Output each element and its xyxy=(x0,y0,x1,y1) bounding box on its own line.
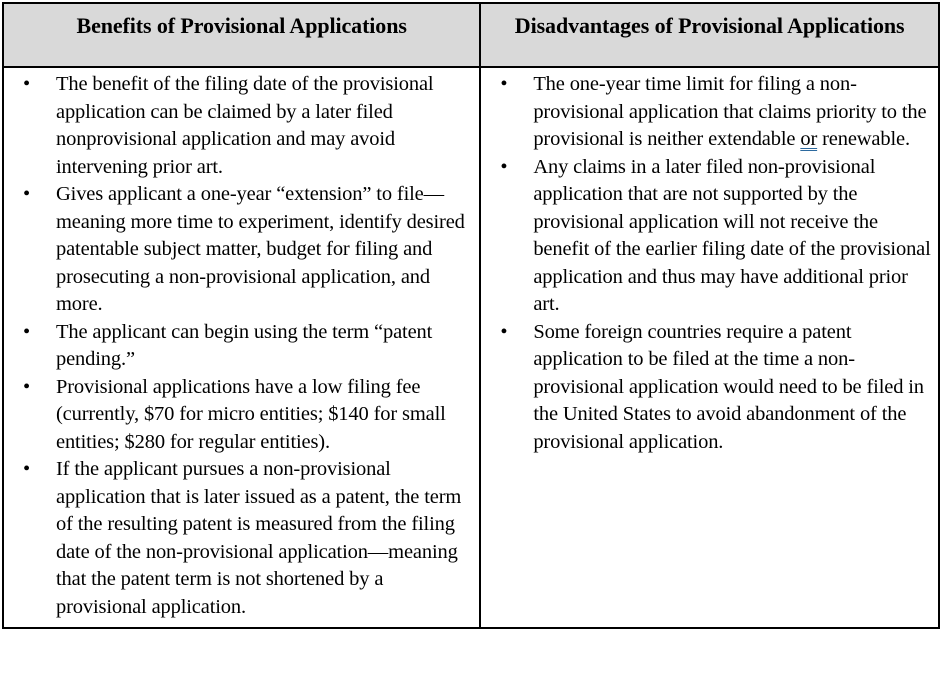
bullet-text: The applicant can begin using the term “patent pending.” xyxy=(56,320,433,370)
bullet-text: The benefit of the filing date of the provisional application can be claimed by a later filed nonprovisional application and may avoid intervening prior art. xyxy=(56,73,434,178)
disadvantages-bullet-list xyxy=(481,68,938,462)
bullet-icon: • xyxy=(23,320,31,343)
bullet-item xyxy=(4,181,473,319)
provisional-applications-comparison-table xyxy=(2,2,940,629)
bullet-item xyxy=(4,319,473,374)
bullet-item xyxy=(4,71,473,181)
grammar-underlined-word: or xyxy=(800,128,818,150)
bullet-text: If the applicant pursues a non-provisional application that is later issued as a patent, the term of the resulting patent is measured from the filing date of the non-provisional application—meaning that the patent term is not shortened by a provisional application. xyxy=(56,458,462,618)
bullet-icon: • xyxy=(23,458,31,480)
bullet-text: Any claims in a later filed non-provisional application that are not supported by the provisional application will not receive the benefit of the earlier filing date of the provisional application and thus may have additional prior art. xyxy=(533,155,931,315)
disadvantages-cell xyxy=(480,67,939,628)
bullet-icon: • xyxy=(500,155,508,178)
bullet-icon: • xyxy=(23,375,31,398)
header-row xyxy=(3,3,939,67)
bullet-icon: • xyxy=(500,320,508,343)
bullet-icon: • xyxy=(23,183,31,205)
bullet-item xyxy=(4,374,473,457)
bullet-icon: • xyxy=(500,73,508,95)
body-row xyxy=(3,67,939,628)
bullet-text: Provisional applications have a low filing fee (currently, $70 for micro entities; $140 for small entities; $280 for regular entities). xyxy=(56,375,446,453)
benefits-bullet-list xyxy=(4,68,479,627)
bullet-icon: • xyxy=(23,73,31,95)
bullet-text: The one-year time limit for filing a non-provisional application that claims priority to the provisional is neither extendable or renewable. xyxy=(533,73,927,150)
bullet-item xyxy=(481,319,932,457)
bullet-item xyxy=(481,71,932,154)
bullet-text: Some foreign countries require a patent application to be filed at the time a non-provisional application would need to be filed in the United States to avoid abandonment of the provisional application. xyxy=(533,320,924,453)
bullet-item xyxy=(4,456,473,621)
bullet-text: Gives applicant a one-year “extension” to file—meaning more time to experiment, identify desired patentable subject matter, budget for filing and prosecuting a non-provisional application, and more. xyxy=(56,183,465,315)
benefits-cell xyxy=(3,67,480,628)
bullet-item xyxy=(481,154,932,319)
column-header-benefits: Benefits of Provisional Applications xyxy=(3,3,480,67)
column-header-disadvantages: Disadvantages of Provisional Applications xyxy=(480,3,939,67)
